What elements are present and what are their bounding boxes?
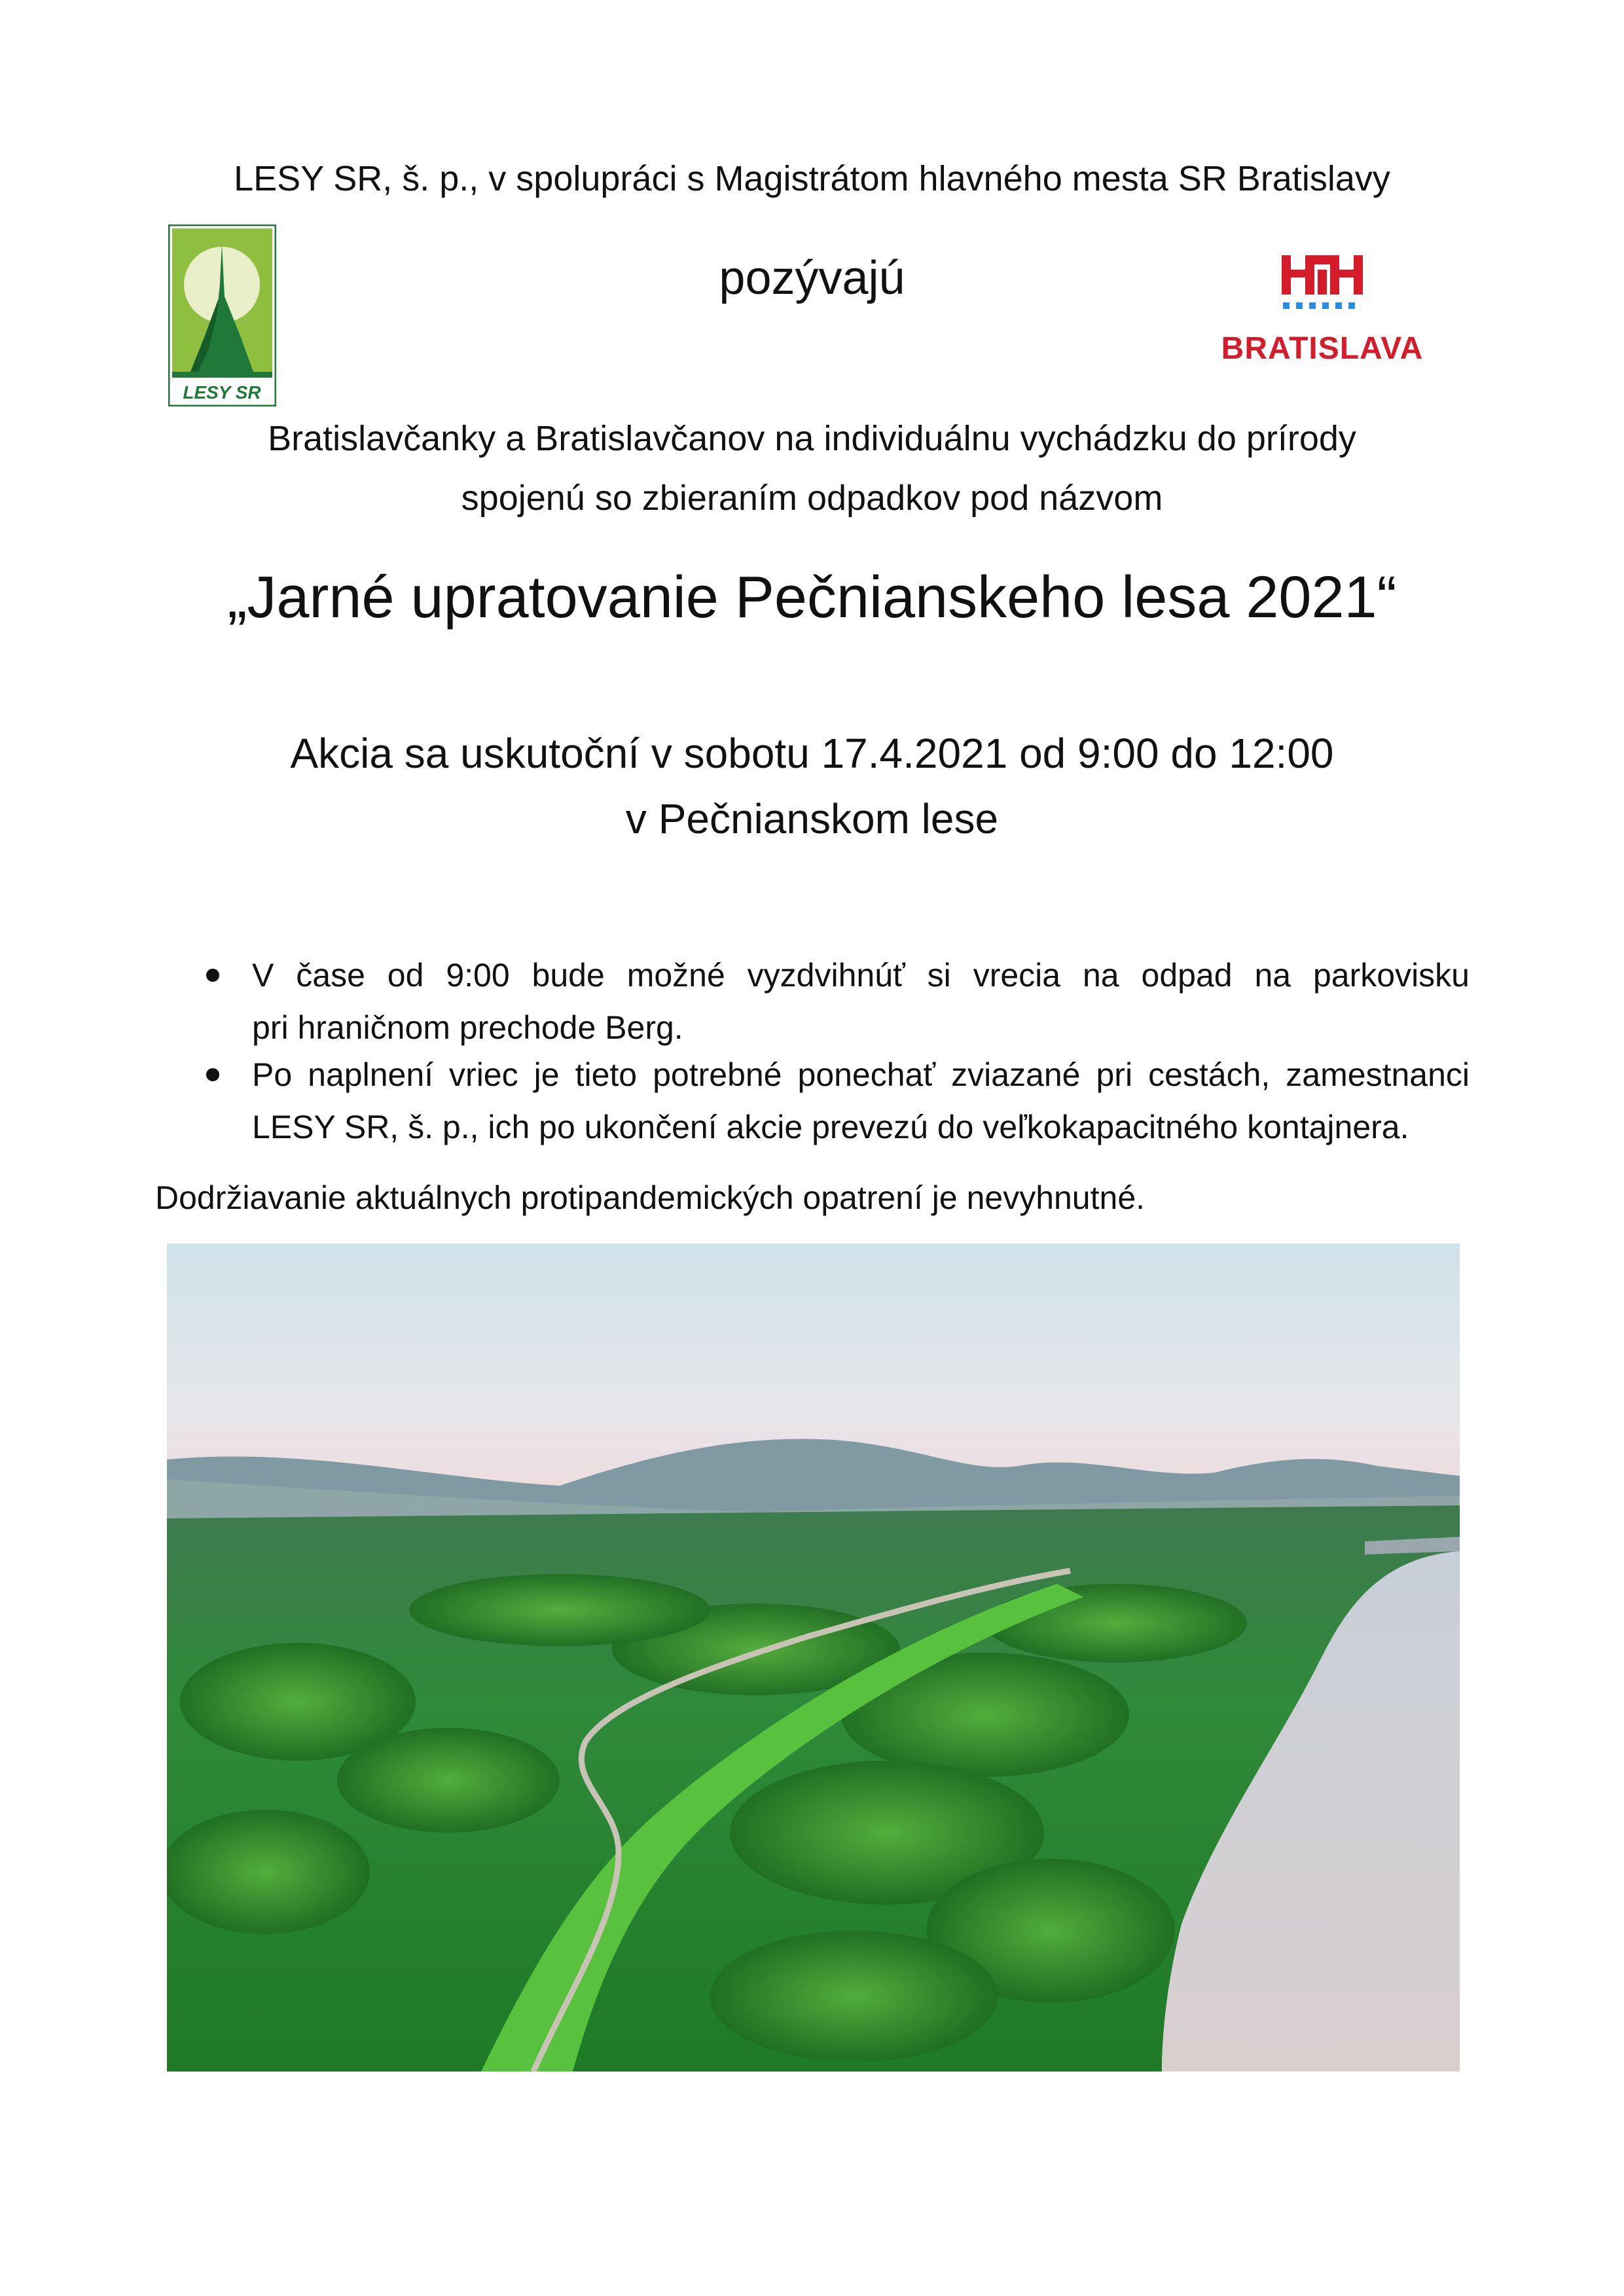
bullet-icon — [206, 969, 219, 982]
audience-line-1: Bratislavčanky a Bratislavčanov na individuálnu vychádzku do prírody — [268, 419, 1356, 458]
bullet-text-line: V čase od 9:00 bude možné vyzdvihnúť si vrecia na odpad na parkovisku — [252, 957, 1470, 994]
invite-heading: pozývajú — [719, 252, 905, 304]
bullet-text-line: pri hraničnom prechode Berg. — [252, 1009, 683, 1046]
list-item — [206, 1052, 1470, 1150]
intro-line: LESY SR, š. p., v spolupráci s Magistrátom hlavného mesta SR Bratislavy — [234, 159, 1390, 198]
lesy-logo-text: LESY SR — [183, 382, 261, 403]
list-item — [206, 952, 1470, 1050]
bullet-text-line: LESY SR, š. p., ich po ukončení akcie prevezú do veľkokapacitného kontajnera. — [252, 1109, 1409, 1145]
bullet-icon — [206, 1068, 219, 1081]
event-title: „Jarné upratovanie Pečnianskeho lesa 2021“ — [227, 565, 1397, 630]
event-date: Akcia sa uskutoční v sobotu 17.4.2021 od 9:00 do 12:00 — [290, 730, 1334, 777]
event-place: v Pečnianskom lese — [625, 795, 999, 842]
bratislava-logo-text: BRATISLAVA — [1221, 331, 1424, 366]
landscape-photo — [167, 1244, 1460, 2072]
bullet-text-line: Po naplnení vriec je tieto potrebné ponechať zviazané pri cestách, zamestnanci — [252, 1056, 1470, 1093]
audience-line-2: spojenú so zbieraním odpadkov pod názvom — [461, 478, 1163, 518]
safety-note: Dodržiavanie aktuálnych protipandemických opatrení je nevyhnutné. — [155, 1179, 1146, 1216]
